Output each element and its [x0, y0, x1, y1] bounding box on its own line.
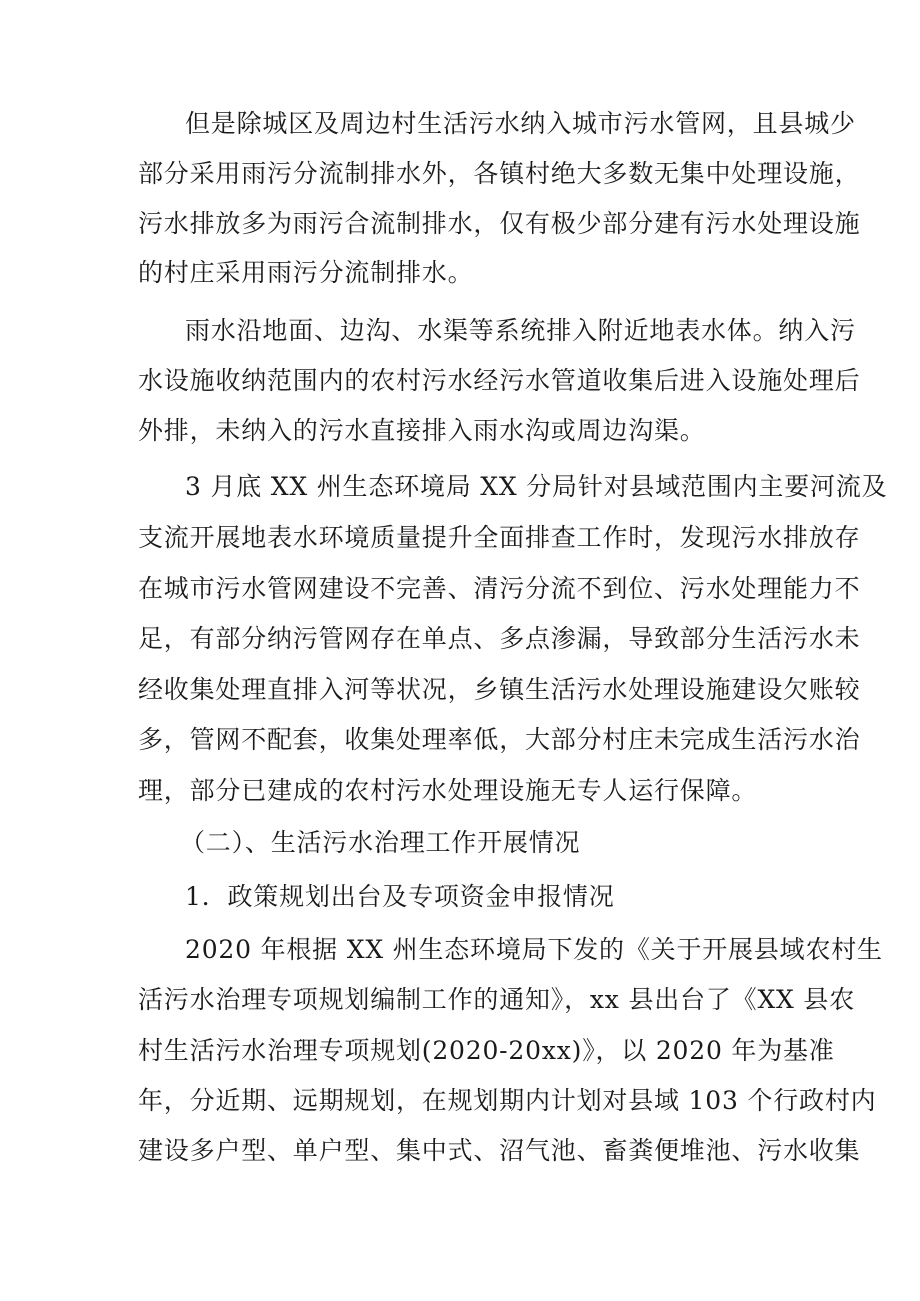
subsection-heading: 1．政策规划出台及专项资金申报情况: [185, 882, 615, 911]
text-line: 但是除城区及周边村生活污水纳入城市污水管网，且县城少: [185, 109, 856, 138]
text-line: 部分采用雨污分流制排水外，各镇村绝大多数无集中处理设施，: [138, 159, 861, 188]
text-line: 支流开展地表水环境质量提升全面排查工作时，发现污水排放存: [138, 523, 861, 552]
section-heading: （二）、生活污水治理工作开展情况: [180, 828, 581, 857]
text-line: 水设施收纳范围内的农村污水经污水管道收集后进入设施处理后: [138, 366, 861, 395]
text-line: 污水排放多为雨污合流制排水，仅有极少部分建有污水处理设施: [138, 209, 861, 238]
text-line: 足，有部分纳污管网存在单点、多点渗漏，导致部分生活污水未: [138, 624, 861, 653]
text-line: 3 月底 XX 州生态环境局 XX 分局针对县域范围内主要河流及: [185, 472, 888, 501]
text-line: 在城市污水管网建设不完善、清污分流不到位、污水处理能力不: [138, 574, 861, 603]
text-line: 村生活污水治理专项规划(2020-20xx)》，以 2020 年为基准: [138, 1036, 835, 1065]
text-line: 多，管网不配套，收集处理率低，大部分村庄未完成生活污水治: [138, 725, 861, 754]
text-line: 的村庄采用雨污分流制排水。: [138, 258, 474, 287]
text-line: 理，部分已建成的农村污水处理设施无专人运行保障。: [138, 776, 758, 805]
text-line: 雨水沿地面、边沟、水渠等系统排入附近地表水体。纳入污: [185, 316, 856, 345]
text-line: 活污水治理专项规划编制工作的通知》，xx 县出台了《XX 县农: [138, 985, 855, 1014]
text-line: 2020 年根据 XX 州生态环境局下发的《关于开展县域农村生: [185, 935, 883, 964]
text-line: 年，分近期、远期规划，在规划期内计划对县域 103 个行政村内: [138, 1086, 877, 1115]
text-line: 经收集处理直排入河等状况，乡镇生活污水处理设施建设欠账较: [138, 675, 861, 704]
text-line: 外排，未纳入的污水直接排入雨水沟或周边沟渠。: [138, 416, 706, 445]
text-line: 建设多户型、单户型、集中式、沼气池、畜粪便堆池、污水收集: [138, 1136, 861, 1165]
